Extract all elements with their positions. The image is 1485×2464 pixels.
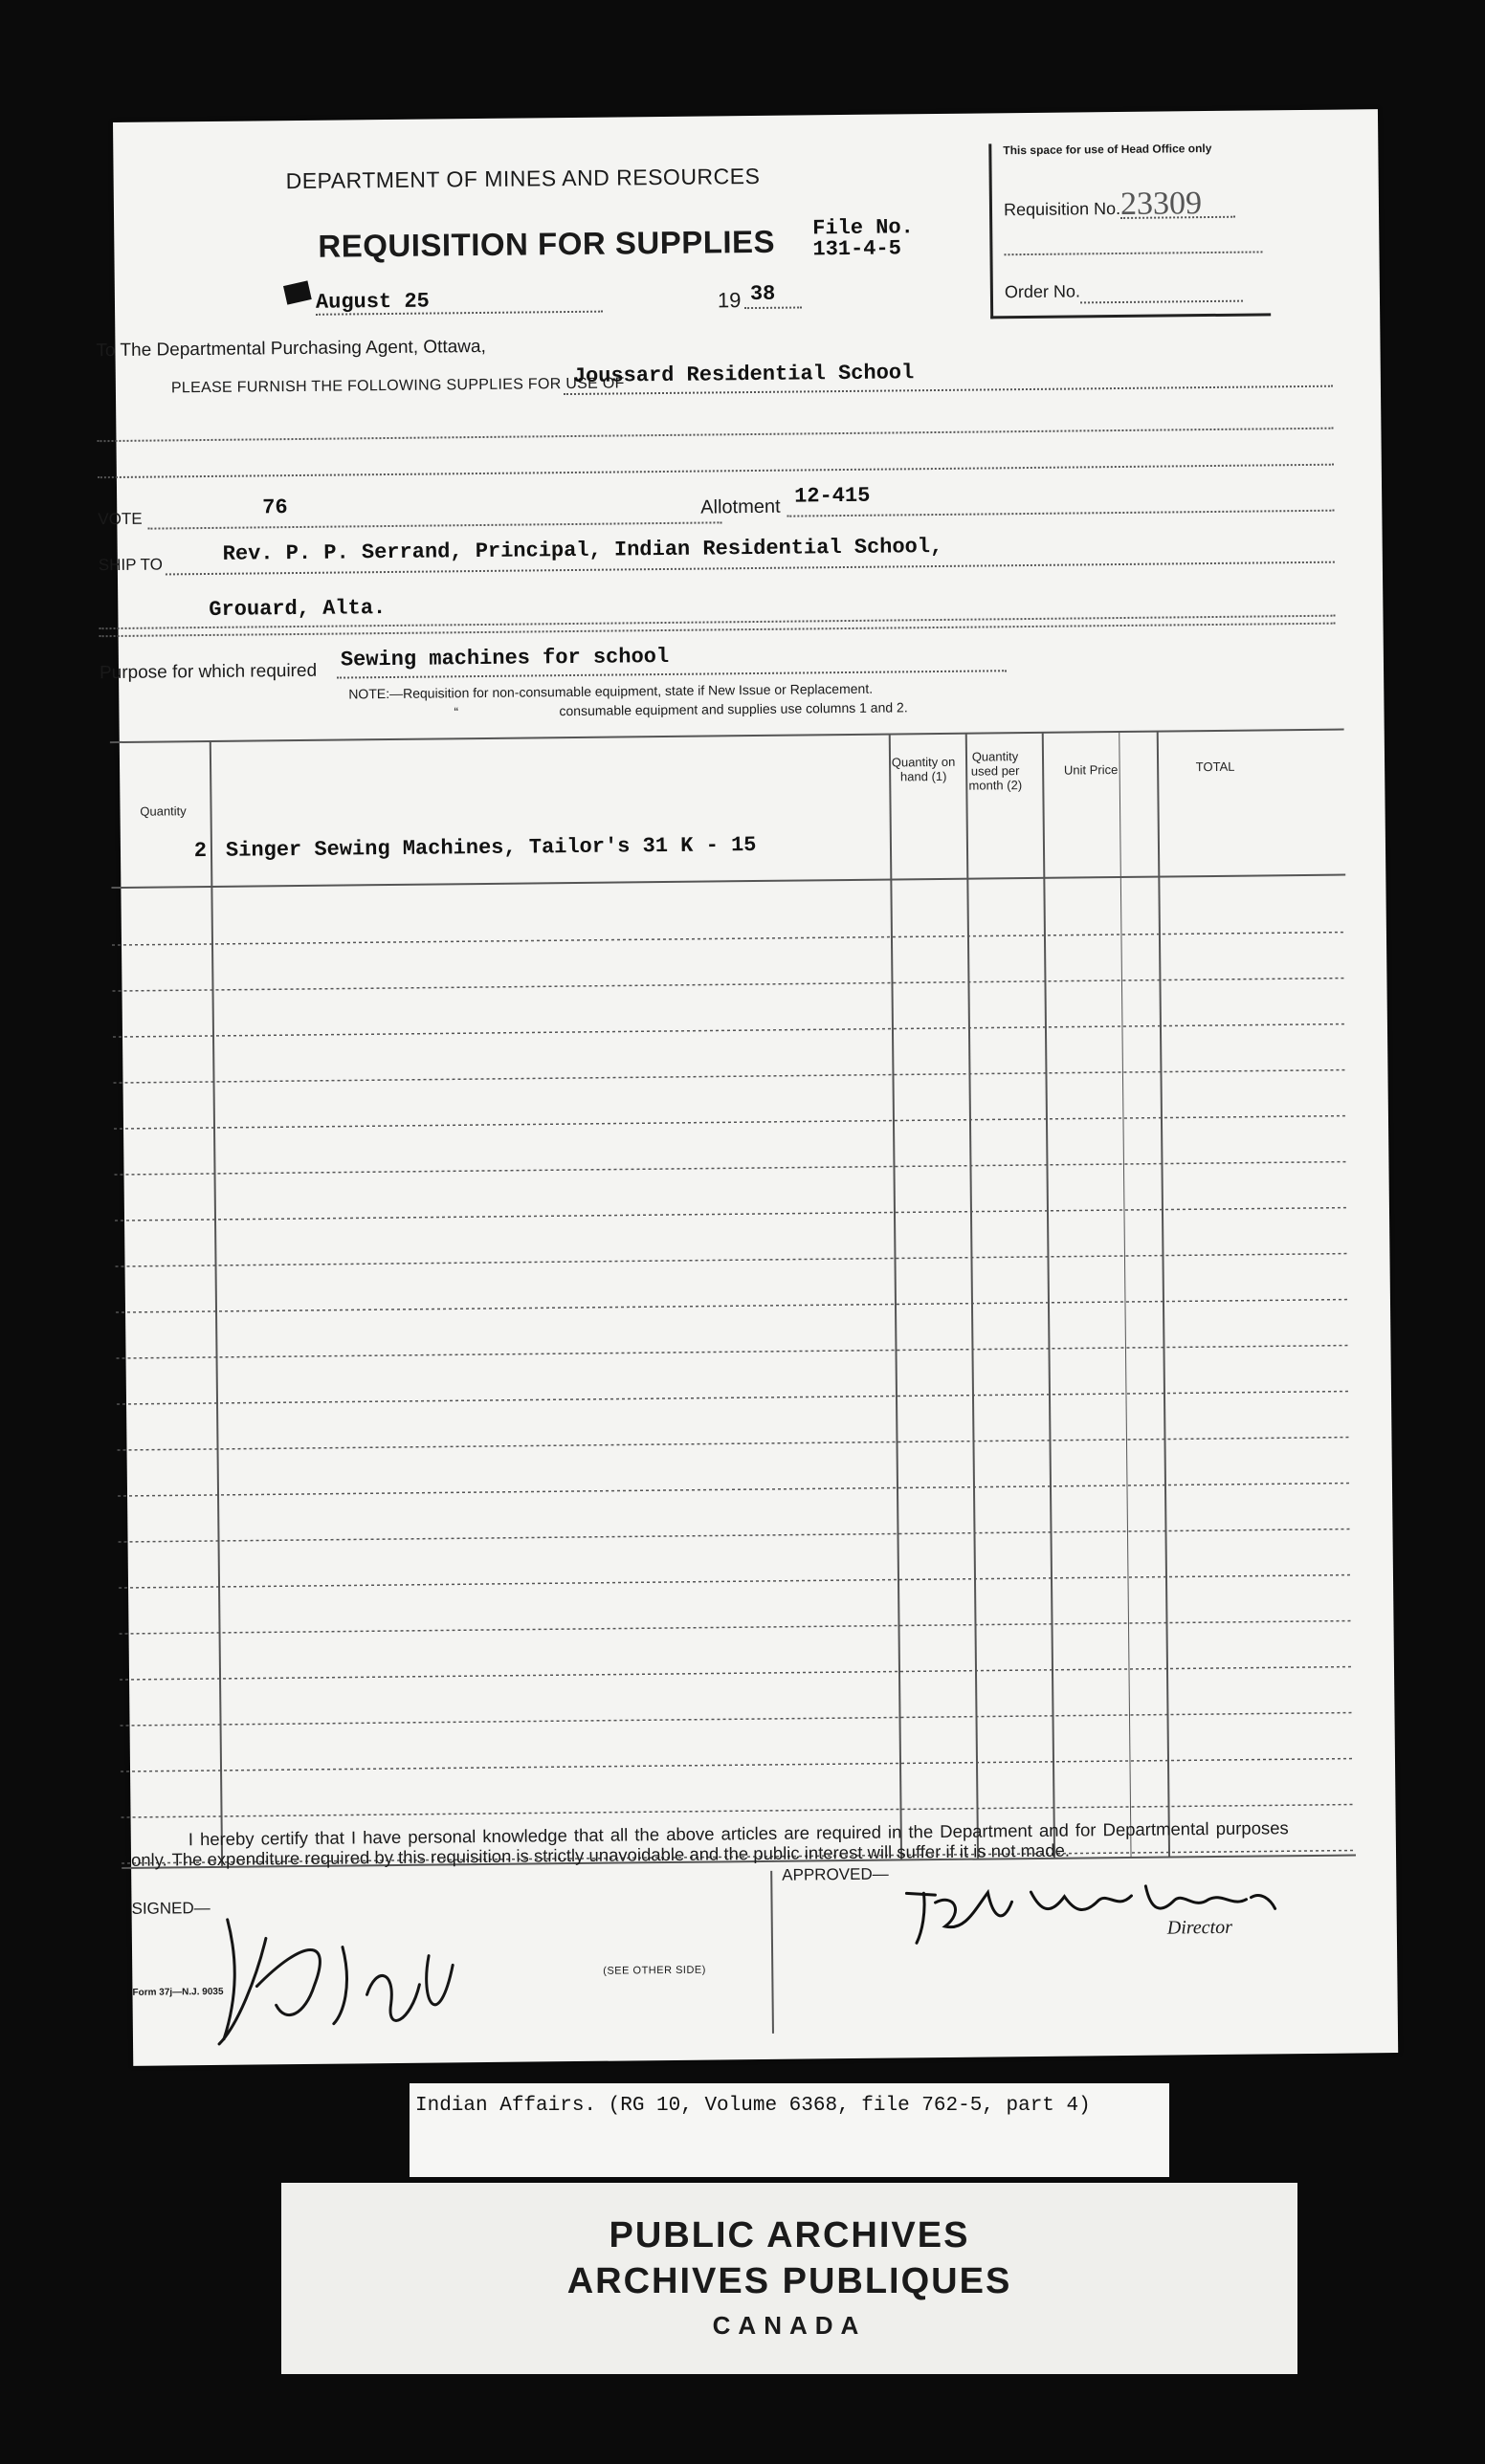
table-column-rule (1043, 733, 1054, 1859)
blank-line-2 (98, 462, 1334, 479)
requisition-number (1003, 186, 1235, 222)
table-row-rule (113, 1024, 1347, 1038)
signature-divider (770, 1871, 774, 2034)
ship-to-line-2: Grouard, Alta. (209, 596, 387, 622)
vote-label: VOTE (98, 509, 143, 529)
table-column-rule (890, 735, 901, 1860)
purpose-label: Purpose for which required (99, 660, 318, 684)
table-row-rule (115, 1208, 1349, 1221)
date-field (316, 290, 603, 316)
head-office-caption: This space for use of Head Office only (1003, 141, 1212, 158)
requisition-label: Requisition No. (1003, 198, 1121, 220)
table-row-rule (118, 1484, 1352, 1497)
table-row-rule (117, 1346, 1351, 1359)
form-title: REQUISITION FOR SUPPLIES (318, 223, 776, 264)
see-other-side: (SEE OTHER SIDE) (603, 1964, 706, 1977)
principal-signature (198, 1879, 487, 2054)
table-column-rule (1158, 732, 1169, 1858)
table-row-rule (118, 1438, 1352, 1451)
certification-text: I hereby certify that I have personal knowledge that all the above articles are required in the Department and for Departmental purposes only. The expenditure required by this requisition is strictly unavoidable and the public interest will suffer if it is not made. (130, 1817, 1289, 1870)
ship-to-field-1 (166, 535, 1335, 576)
col-header-unit-price: Unit Price (1063, 762, 1119, 778)
vote-field (147, 495, 721, 529)
approved-label: APPROVED— (782, 1864, 889, 1884)
requisition-form (96, 109, 1398, 2066)
head-office-blank-line (1004, 251, 1262, 255)
requisition-value: 23309 (1120, 191, 1235, 219)
file-number-label: File No. (812, 215, 914, 241)
vote-value: 76 (262, 495, 288, 520)
director-label: Director (1166, 1916, 1233, 1939)
row-1-quantity: 2 (193, 839, 208, 864)
col-header-quantity: Quantity (140, 803, 187, 819)
file-number (812, 217, 914, 260)
order-label: Order No. (1004, 281, 1081, 302)
stamp-line-1: PUBLIC ARCHIVES (609, 2215, 970, 2255)
table-row-rule (114, 1116, 1348, 1130)
note-line-2: consumable equipment and supplies use columns 1 and 2. (559, 699, 908, 719)
table-row-rule (120, 1621, 1354, 1635)
table-column-rule (1119, 732, 1131, 1858)
table-row-rule (117, 1392, 1351, 1405)
table-row-rule (113, 979, 1347, 992)
table-row-rule (121, 1713, 1355, 1727)
furnish-label: PLEASE FURNISH THE FOLLOWING SUPPLIES FOR USE OF (170, 375, 625, 397)
supplies-table-grid (110, 722, 1357, 1887)
stamp-line-3: CANADA (712, 2311, 867, 2340)
table-row-rule (112, 933, 1346, 946)
note-ditto: “ (454, 704, 459, 720)
table-row-rule (119, 1529, 1353, 1543)
furnish-field (564, 363, 1333, 395)
furnish-value: Joussard Residential School (572, 361, 915, 388)
table-row-rule (120, 1667, 1354, 1681)
table-row-rule (116, 1254, 1350, 1267)
row-1-description: Singer Sewing Machines, Tailor's 31 K - 15 (225, 833, 757, 863)
table-row-rule (119, 1575, 1353, 1589)
year-value: 38 (749, 281, 776, 307)
table-header-rule (111, 875, 1345, 889)
head-office-box (988, 141, 1271, 319)
table-column-rule (211, 741, 222, 1867)
purpose-field (337, 645, 1007, 678)
col-header-total: TOTAL (1195, 759, 1235, 775)
archive-reference-label (410, 2083, 1169, 2177)
allotment-field (787, 483, 1334, 517)
ship-to-field-2 (99, 588, 1335, 630)
col-header-on-hand: Quantity on hand (1) (891, 754, 956, 784)
date-value: August 25 (315, 289, 430, 315)
addressee: To The Departmental Purchasing Agent, Ottawa, (96, 336, 486, 362)
year-prefix: 19 (717, 288, 742, 313)
allotment-value: 12-415 (794, 483, 871, 509)
table-row-rule (116, 1300, 1350, 1313)
table-row-rule (115, 1162, 1349, 1176)
archive-reference-text: Indian Affairs. (RG 10, Volume 6368, file 762-5, part 4) (415, 2095, 1091, 2117)
order-value (1080, 280, 1243, 304)
table-row-rule (114, 1070, 1348, 1084)
col-header-used: Quantity used per month (2) (968, 749, 1023, 793)
stamp-line-2: ARCHIVES PUBLIQUES (566, 2261, 1012, 2301)
table-column-rule (966, 734, 978, 1859)
purpose-value: Sewing machines for school (340, 644, 670, 672)
table-top-rule (110, 730, 1344, 743)
ship-to-line-1: Rev. P. P. Serrand, Principal, Indian Residential School, (222, 534, 943, 566)
archive-stamp (281, 2183, 1297, 2374)
table-row-rule (121, 1759, 1355, 1772)
table-row-rule (122, 1804, 1356, 1817)
year-field (744, 281, 802, 309)
blank-line-1 (97, 426, 1333, 443)
allotment-label: Allotment (700, 495, 781, 518)
order-number (1005, 280, 1243, 305)
signed-label: SIGNED— (131, 1899, 211, 1918)
department-name: DEPARTMENT OF MINES AND RESOURCES (285, 163, 761, 194)
file-number-value: 131-4-5 (812, 236, 901, 262)
form-number: Form 37j—N.J. 9035 (132, 1986, 224, 1998)
ship-to-label: SHIP TO (98, 555, 164, 575)
note-line-1: NOTE:—Requisition for non-consumable equipment, state if New Issue or Replacement. (348, 680, 874, 702)
punch-mark (283, 280, 312, 304)
